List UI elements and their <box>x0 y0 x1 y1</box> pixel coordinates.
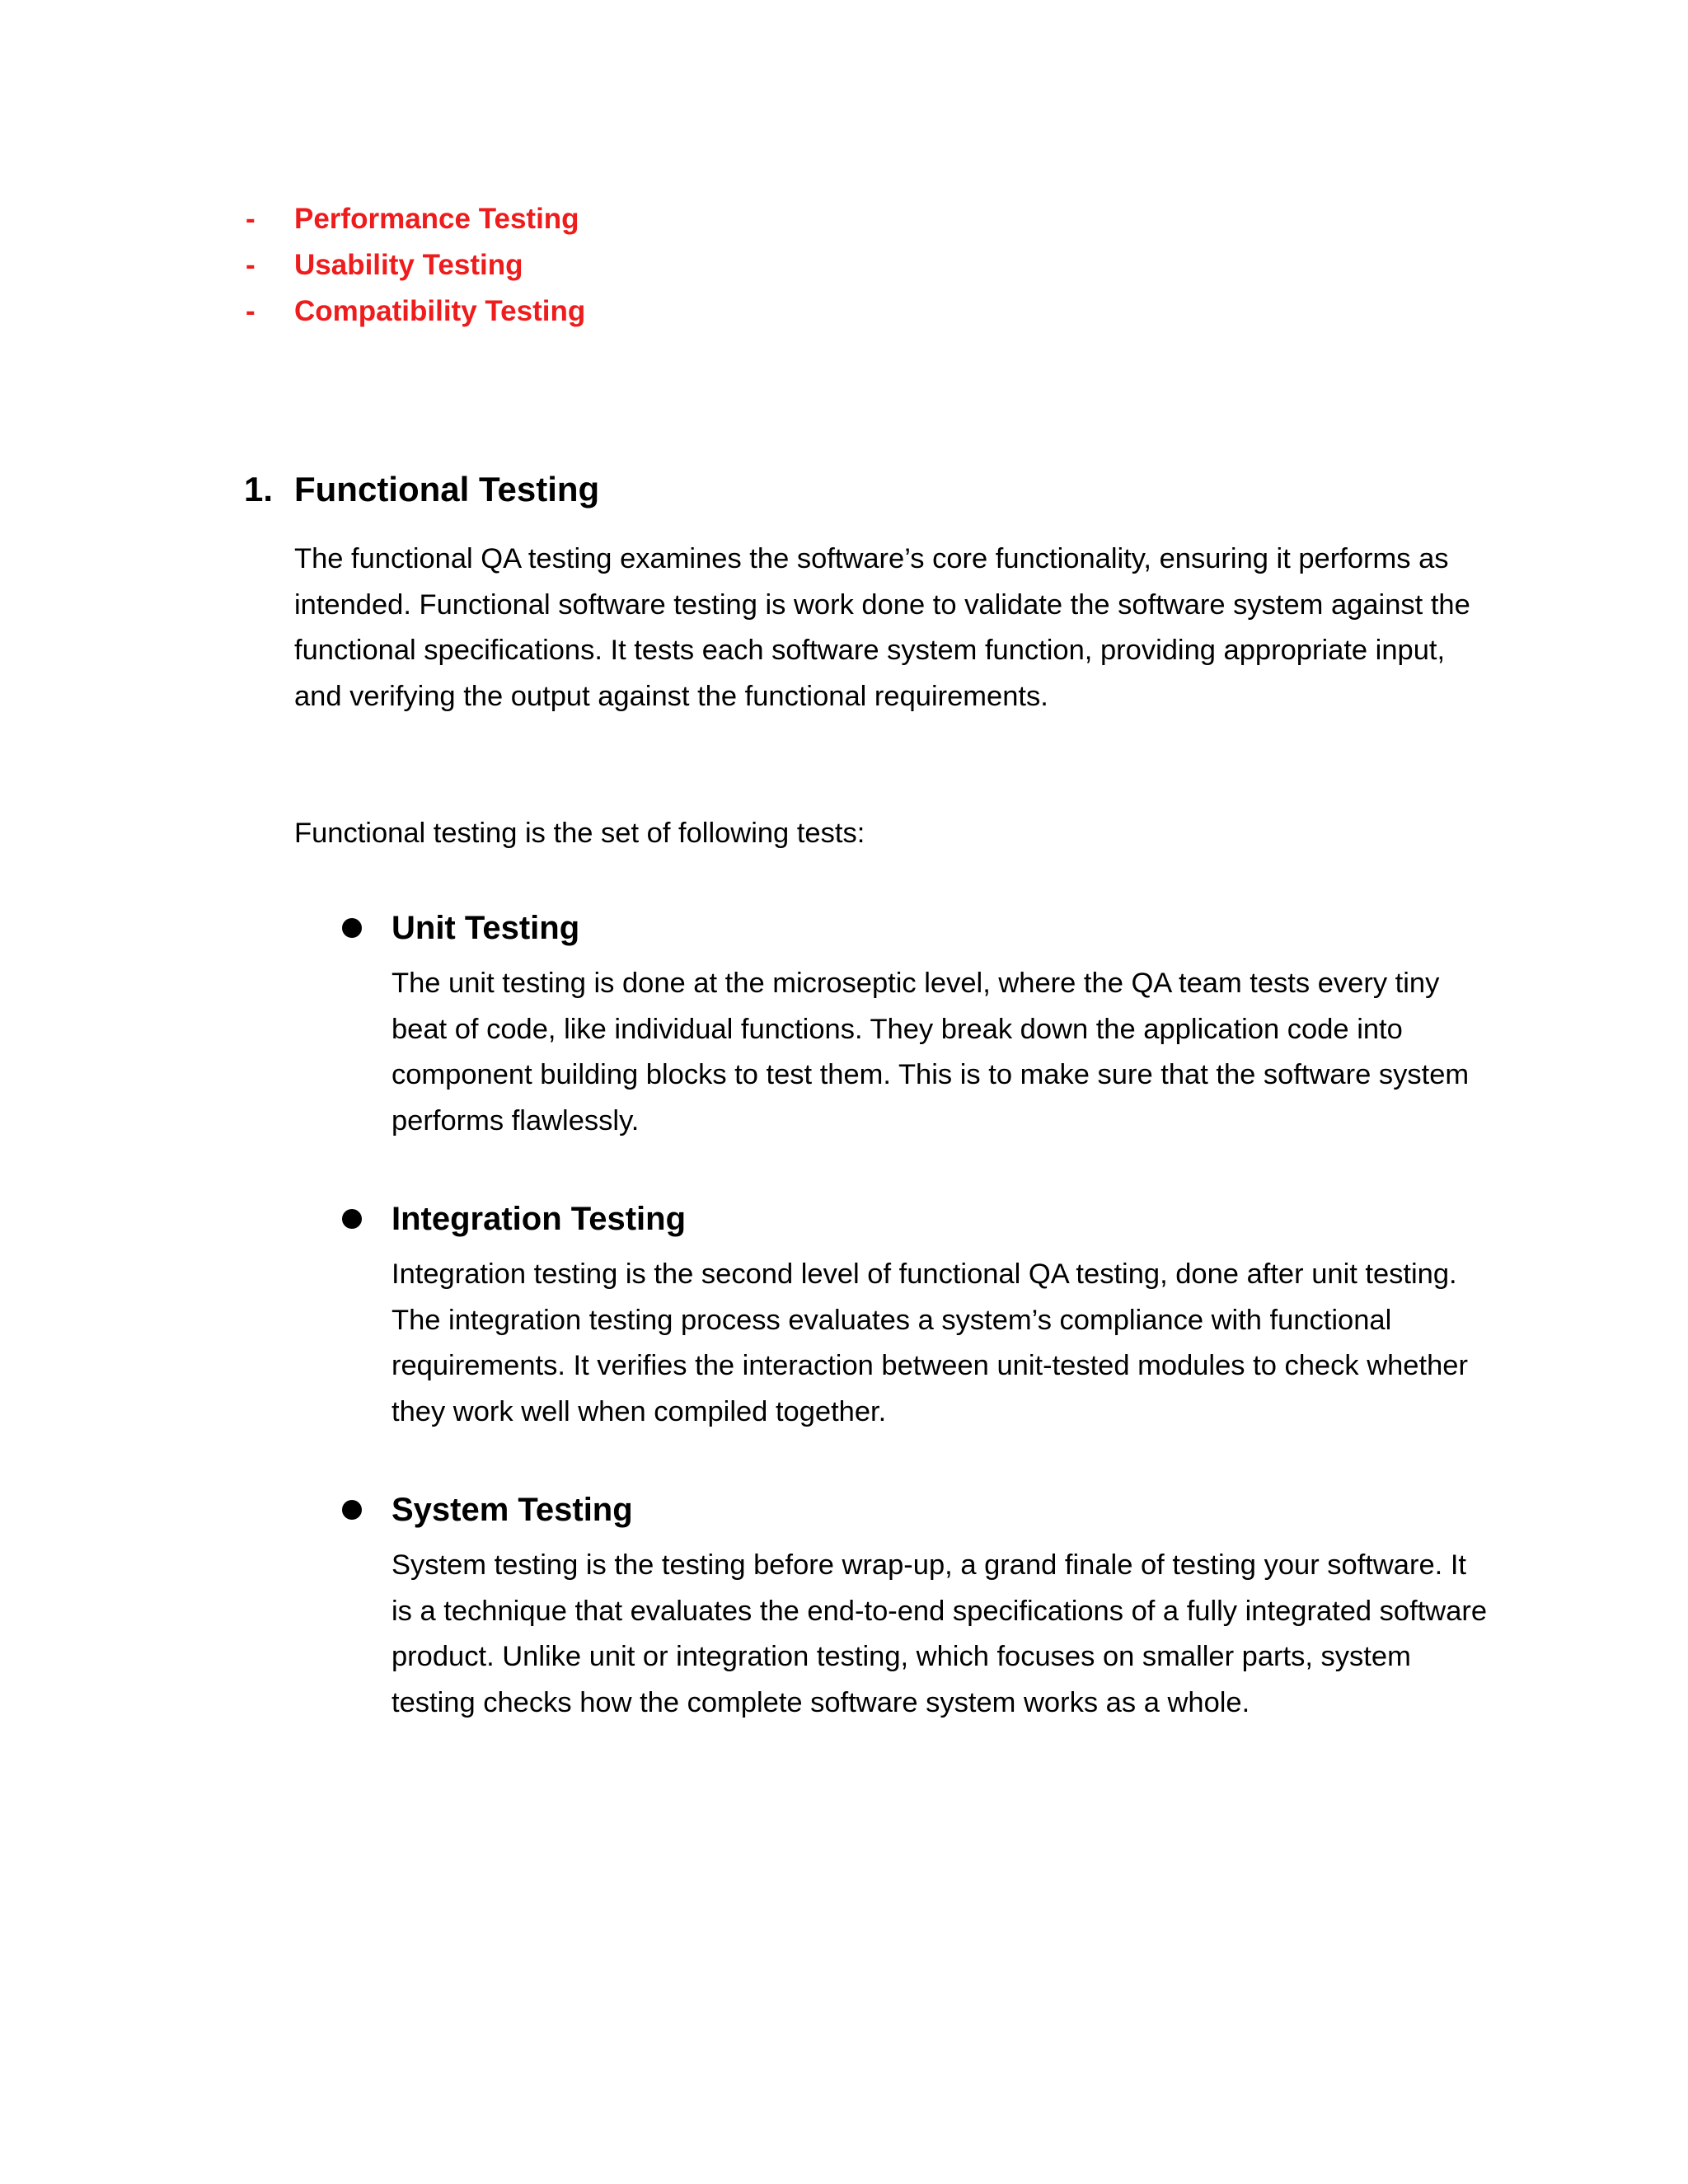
section-intro-paragraph: The functional QA testing examines the software’s core functionality, ensuring it performs as intended. Functional software testing is work done to validate the software system against the functional specifications. It tests each software system function, providing appropriate input, and verifying the output against the functional requirements. <box>294 543 1470 712</box>
subsection-title: System Testing <box>392 1491 633 1528</box>
bullet-icon <box>342 1500 362 1520</box>
section-number: 1. <box>244 470 274 509</box>
list-item-compatibility <box>246 288 585 335</box>
list-item-label: Compatibility Testing <box>294 295 586 327</box>
list-item-label: Performance Testing <box>294 203 579 235</box>
bullet-icon <box>342 1209 362 1229</box>
section-lead-paragraph: Functional testing is the set of following tests: <box>294 818 865 849</box>
dash-marker: - <box>246 295 256 327</box>
subsection-title: Integration Testing <box>392 1200 687 1237</box>
subsection-body: The unit testing is done at the microseptic level, where the QA team tests every tiny beat of code, like individual functions. They break down the application code into component building blocks to test them. This is to make sure that the software system performs flawlessly. <box>392 968 1470 1137</box>
subsection-title: Unit Testing <box>392 909 580 946</box>
section-title: Functional Testing <box>294 470 600 509</box>
list-item-performance <box>246 196 585 242</box>
subsection-unit-testing <box>342 903 1479 1144</box>
dash-marker: - <box>246 203 256 235</box>
subsection-body: Integration testing is the second level of functional QA testing, done after unit testing. The integration testing process evaluates a system’s compliance with functional requirements. It verifies the interaction between unit-tested modules to check whether they work well when compiled together. <box>392 1258 1468 1427</box>
section-heading <box>244 470 599 509</box>
bullet-icon <box>342 918 362 938</box>
subsection-heading <box>342 1194 1479 1244</box>
list-item-usability <box>246 242 585 288</box>
dash-marker: - <box>246 249 256 281</box>
subsection-heading <box>342 903 1479 953</box>
subsection-heading <box>342 1485 1479 1535</box>
subsection-integration-testing <box>342 1194 1479 1435</box>
testing-types-list <box>246 196 585 335</box>
subsection-system-testing <box>342 1485 1488 1726</box>
list-item-label: Usability Testing <box>294 249 523 281</box>
subsection-body: System testing is the testing before wrap-up, a grand finale of testing your software. It is a technique that evaluates the end-to-end specifications of a fully integrated software product. Unlike unit or integration testing, which focuses on smaller parts, system testing checks how the complete software system works as a whole. <box>392 1549 1488 1718</box>
